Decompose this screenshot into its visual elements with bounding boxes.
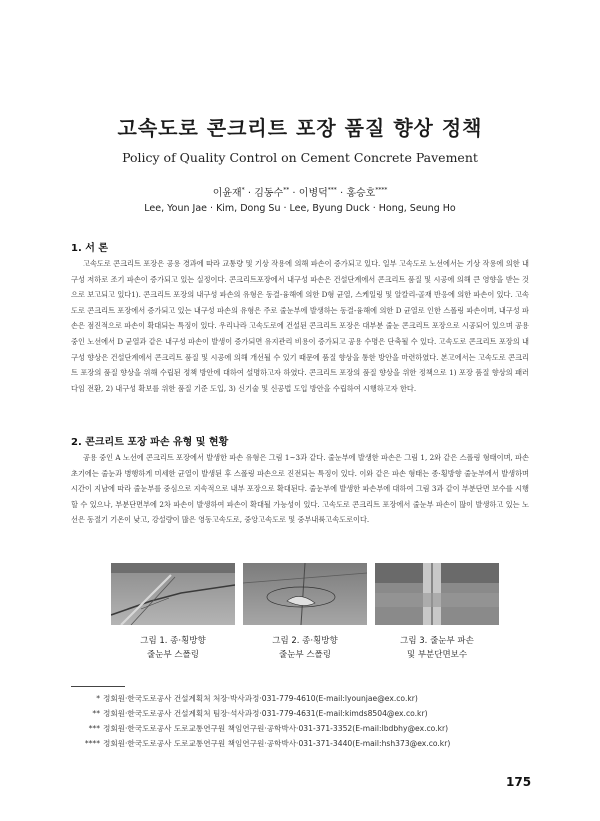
author-mark: *** [327, 186, 337, 194]
footnote-text: 정회원·한국도로공사 건설계획처 팀장·석사과정·031-779-4631(E-mail:kimds8504@ex.co.kr) [103, 709, 428, 718]
footnote-mark: * [96, 694, 100, 703]
author-separator: · [292, 188, 296, 199]
caption-line: 그림 3. 줄눈부 파손 [400, 636, 474, 646]
author-separator: · [247, 188, 252, 199]
footnote-divider [71, 686, 125, 687]
author-name: 김동수 [254, 188, 284, 199]
footnote [82, 708, 428, 719]
figure-3-photo [375, 563, 499, 625]
page-number: 175 [506, 775, 532, 789]
section-heading-introduction: 1. 서 론 [71, 243, 109, 254]
figure-2-caption [240, 634, 370, 662]
caption-line: 및 부분단면보수 [406, 650, 468, 660]
footnote-text: 정회원·한국도로공사 건설계획처 처장·박사과정·031-779-4610(E-mail:lyounjae@ex.co.kr) [103, 694, 418, 703]
authors-korean [0, 184, 600, 199]
author-name: 이병덕 [298, 188, 328, 199]
section-body-damage-types: 공용 중인 A 노선에 콘크리트 포장에서 발생한 파손 유형은 그림 1~3과 같다. 줄눈부에 발생한 파손은 그림 1, 2와 같은 스폴링 형태이며, 파손 초기에는 줄눈과 병행하게 미세한 균열이 발생된 후 스폴링 파손으로 진전되는 특징이 있다. 이와 같은 파손 형태는 종·횡방향 줄눈부에서 발생하며 시간이 지남에 따라 줄눈부를 중심으로 지속적으로 내부 포장으로 확대된다. 줄눈부에 발생한 파손부에 대하여 그림 3과 같이 부분단면 보수를 시행할 수 있으나, 부분단면부에 2차 파손이 발생하여 파손이 확대될 가능성이 있다. 고속도로 콘크리트 포장에서 줄눈부 파손이 많이 발생하고 있는 노선은 동절기 기온이 낮고, 강설량이 많은 영동고속도로, 중앙고속도로 및 중부내륙고속도로이다. [71, 453, 529, 525]
footnote-mark: **** [84, 739, 100, 748]
caption-line: 그림 1. 종·횡방향 [140, 636, 206, 646]
section-heading-damage-types: 2. 콘크리트 포장 파손 유형 및 현황 [71, 437, 229, 448]
authors-english: Lee, Youn Jae · Kim, Dong Su · Lee, Byung Duck · Hong, Seung Ho [144, 203, 456, 214]
footnote [82, 723, 448, 734]
footnote-mark: *** [88, 724, 100, 733]
footnote-text: 정회원·한국도로공사 도로교통연구원 책임연구원·공학박사·031-371-3352(E-mail:lbdbhy@ex.co.kr) [103, 724, 449, 733]
author-mark: ** [283, 186, 290, 194]
caption-line: 줄눈부 스폴링 [279, 650, 331, 660]
author-name: 홍승호 [346, 188, 376, 199]
footnote [82, 693, 418, 704]
figure-2-photo [243, 563, 367, 625]
figure-3-caption [372, 634, 502, 662]
caption-line: 줄눈부 스폴링 [147, 650, 199, 660]
author-name: 이윤재 [212, 188, 242, 199]
author-separator: · [339, 188, 344, 199]
paper-title: 고속도로 콘크리트 포장 품질 향상 정책 [117, 116, 483, 140]
footnote-text: 정회원·한국도로공사 도로교통연구원 책임연구원·공학박사·031-371-3440(E-mail:hsh373@ex.co.kr) [103, 739, 451, 748]
paper-subtitle: Policy of Quality Control on Cement Concrete Pavement [122, 150, 478, 165]
figure-1-caption [108, 634, 238, 662]
footnote [82, 738, 450, 749]
author-mark: **** [375, 186, 388, 194]
footnote-mark: ** [92, 709, 100, 718]
section-body-introduction: 고속도로 콘크리트 포장은 공용 경과에 따라 교통량 및 기상 작용에 의해 파손이 증가되고 있다. 일부 고속도로 노선에서는 기상 작용에 의한 내구성 저하로 조기 파손이 증가되고 있는 실정이다. 콘크리트포장에서 내구성 파손은 건설단계에서 콘크리트 품질 및 시공에 의해 큰 영향을 받는 것으로 보고되고 있다1). 콘크리트 포장의 내구성 파손의 유형은 동결-융해에 의한 D형 균열, 스케일링 및 알칼리-골재 반응에 의한 파손이 있다. 고속도로 콘크리트 포장에서 증가되고 있는 내구성 파손의 유형은 주로 줄눈부에 발생하는 동결-융해에 의한 D 균열로 인한 스폴링 파손이며, 내구성 파손은 점진적으로 파손이 확대되는 특징이 있다. 우리나라 고속도로에 건설된 콘크리트 포장은 대부분 줄눈 콘크리트 포장으로 시공되어 있으며 공용 중인 노선에서 D 균열과 같은 내구성 파손이 발생이 증가되면 유지관리 비용이 증가되고 공용 수명은 단축될 수 있다. 고속도로 콘크리트 포장의 내구성 향상은 건설단계에서 콘크리트 품질 및 시공에 의해 개선될 수 있기 때문에 품질 향상을 통한 방안을 마련하였다. 본고에서는 고속도로 콘크리트 포장의 품질 향상을 위해 수립된 정책 방안에 대하여 설명하고자 하였다. 콘크리트 포장의 품질 향상을 위한 정책으로 1) 포장 품질 향상의 패러다임 전환, 2) 내구성 확보를 위한 품질 기준 도입, 3) 신기술 및 신공법 도입 방안을 수립하여 시행하고자 한다. [71, 259, 529, 393]
caption-line: 그림 2. 종·횡방향 [272, 636, 338, 646]
figure-1-photo [111, 563, 235, 625]
author-mark: * [241, 186, 245, 194]
